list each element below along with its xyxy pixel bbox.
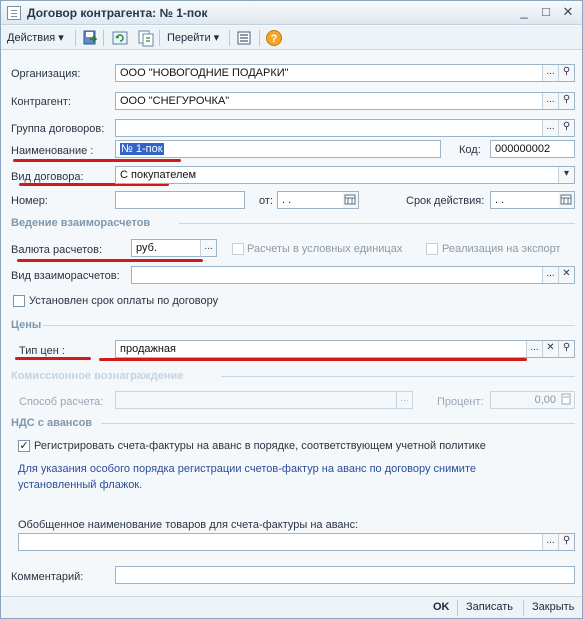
window-title: Договор контрагента: № 1-пок: [27, 6, 208, 20]
section-divider: [179, 223, 575, 224]
settlement-type-select-button[interactable]: ...: [542, 267, 558, 283]
comment-field[interactable]: [115, 566, 575, 584]
percent-value: 0,00: [534, 394, 556, 406]
counterparty-select-button[interactable]: ...: [542, 93, 558, 109]
organization-field[interactable]: [115, 64, 575, 82]
name-value: № 1-пок: [121, 143, 163, 155]
red-underline: [13, 159, 181, 162]
actions-label: Действия: [7, 32, 56, 44]
comment-label: Комментарий:: [11, 571, 84, 583]
chevron-down-icon: ▾: [58, 32, 64, 44]
svg-text:?: ?: [270, 33, 278, 45]
generic-name-label: Обобщенное наименование товаров для счета-фактуры на аванс:: [18, 519, 359, 531]
maximize-button[interactable]: □: [542, 4, 550, 19]
currency-select-button[interactable]: ...: [200, 240, 216, 256]
search-icon[interactable]: ⚲: [558, 93, 574, 109]
calculator-icon[interactable]: [558, 392, 574, 408]
chevron-down-icon[interactable]: ▾: [558, 167, 574, 183]
footer-divider: [523, 600, 524, 616]
organization-value: ООО "НОВОГОДНИЕ ПОДАРКИ": [120, 67, 289, 79]
export-checkbox[interactable]: [426, 243, 438, 255]
payment-term-label: Установлен срок оплаты по договору: [29, 295, 219, 307]
contract-type-select[interactable]: [115, 166, 575, 184]
price-type-value: продажная: [120, 343, 176, 355]
document-icon: [7, 6, 21, 20]
help-icon[interactable]: [265, 29, 283, 47]
number-label: Номер:: [11, 195, 48, 207]
toolbar: [1, 26, 582, 50]
footer-bar: [1, 596, 582, 618]
register-invoices-label: Регистрировать счета-фактуры на аванс в порядке, соответствующем учетной политике: [34, 440, 486, 452]
toolbar-divider: [159, 30, 160, 46]
group-field[interactable]: [115, 119, 575, 137]
prices-section-header: Цены: [11, 319, 42, 331]
counterparty-field[interactable]: [115, 92, 575, 110]
name-field[interactable]: [115, 140, 441, 158]
ok-button[interactable]: OK: [433, 601, 450, 613]
clear-icon[interactable]: ✕: [542, 341, 558, 357]
calendar-icon[interactable]: [342, 192, 358, 208]
percent-label: Процент:: [437, 396, 484, 408]
generic-name-field[interactable]: [18, 533, 575, 551]
red-underline: [99, 358, 527, 361]
search-icon[interactable]: ⚲: [558, 65, 574, 81]
currency-value: руб.: [136, 242, 157, 254]
settlement-type-label: Вид взаиморасчетов:: [11, 270, 120, 282]
counterparty-value: ООО "СНЕГУРОЧКА": [120, 95, 230, 107]
counterparty-label: Контрагент:: [11, 96, 71, 108]
validity-date-value: . .: [495, 194, 505, 206]
organization-label: Организация:: [11, 68, 81, 80]
price-type-select-button[interactable]: ...: [526, 341, 542, 357]
goto-label: Перейти: [167, 32, 211, 44]
close-button[interactable]: Закрыть: [532, 601, 575, 613]
code-label: Код:: [459, 144, 481, 156]
calc-method-select-button[interactable]: ...: [396, 392, 412, 408]
clear-icon[interactable]: ✕: [558, 267, 574, 283]
vat-info-text: Для указания особого порядка регистрации счетов-фактур на аванс по договору снимите установленный флажок.: [18, 463, 476, 491]
number-field[interactable]: [115, 191, 245, 209]
conventional-units-checkbox[interactable]: [232, 243, 244, 255]
settlements-section-header: Ведение взаиморасчетов: [11, 217, 151, 229]
code-field[interactable]: [490, 140, 575, 158]
goto-menu-button[interactable]: [167, 29, 219, 47]
red-underline: [17, 259, 203, 262]
export-label: Реализация на экспорт: [442, 243, 561, 255]
currency-label: Валюта расчетов:: [11, 244, 102, 256]
save-button[interactable]: Записать: [466, 601, 514, 613]
from-date-label: от:: [259, 195, 273, 207]
search-icon[interactable]: ⚲: [558, 534, 574, 550]
title-bar: [1, 1, 582, 25]
vat-section-header: НДС с авансов: [11, 417, 93, 429]
search-icon[interactable]: ⚲: [558, 120, 574, 136]
group-label: Группа договоров:: [11, 123, 105, 135]
settlement-type-field[interactable]: [131, 266, 575, 284]
calc-method-field[interactable]: [115, 391, 413, 409]
list-icon[interactable]: [235, 29, 253, 47]
minimize-button[interactable]: _: [520, 4, 528, 19]
from-date-value: . .: [282, 194, 292, 206]
footer-divider: [457, 600, 458, 616]
close-window-button[interactable]: ✕: [562, 4, 574, 19]
toolbar-divider: [75, 30, 76, 46]
organization-select-button[interactable]: ...: [542, 65, 558, 81]
refresh-icon[interactable]: [111, 29, 129, 47]
chevron-down-icon: ▾: [213, 32, 220, 44]
section-divider: [221, 376, 575, 377]
section-divider: [101, 423, 575, 424]
group-select-button[interactable]: ...: [542, 120, 558, 136]
actions-menu-button[interactable]: [7, 29, 64, 47]
price-type-field[interactable]: [115, 340, 575, 358]
contract-type-label: Вид договора:: [11, 171, 84, 183]
copy-document-icon[interactable]: [137, 29, 155, 47]
search-icon[interactable]: ⚲: [558, 341, 574, 357]
calendar-icon[interactable]: [558, 192, 574, 208]
commission-section-header: Комиссионное вознаграждение: [11, 370, 184, 382]
toolbar-divider: [259, 30, 260, 46]
conventional-units-label: Расчеты в условных единицах: [247, 243, 403, 255]
section-divider: [43, 325, 575, 326]
calc-method-label: Способ расчета:: [19, 396, 104, 408]
save-and-close-icon[interactable]: [81, 29, 99, 47]
contract-type-value: С покупателем: [120, 169, 197, 181]
code-value: 000000002: [495, 143, 551, 155]
generic-name-select-button[interactable]: ...: [542, 534, 558, 550]
register-invoices-checkbox[interactable]: ✓: [19, 440, 29, 452]
validity-label: Срок действия:: [406, 195, 485, 207]
payment-term-checkbox[interactable]: [13, 295, 25, 307]
toolbar-divider: [103, 30, 104, 46]
name-label: Наименование :: [11, 145, 94, 157]
price-type-label: Тип цен :: [19, 345, 65, 357]
toolbar-divider: [229, 30, 230, 46]
red-underline: [15, 357, 91, 360]
